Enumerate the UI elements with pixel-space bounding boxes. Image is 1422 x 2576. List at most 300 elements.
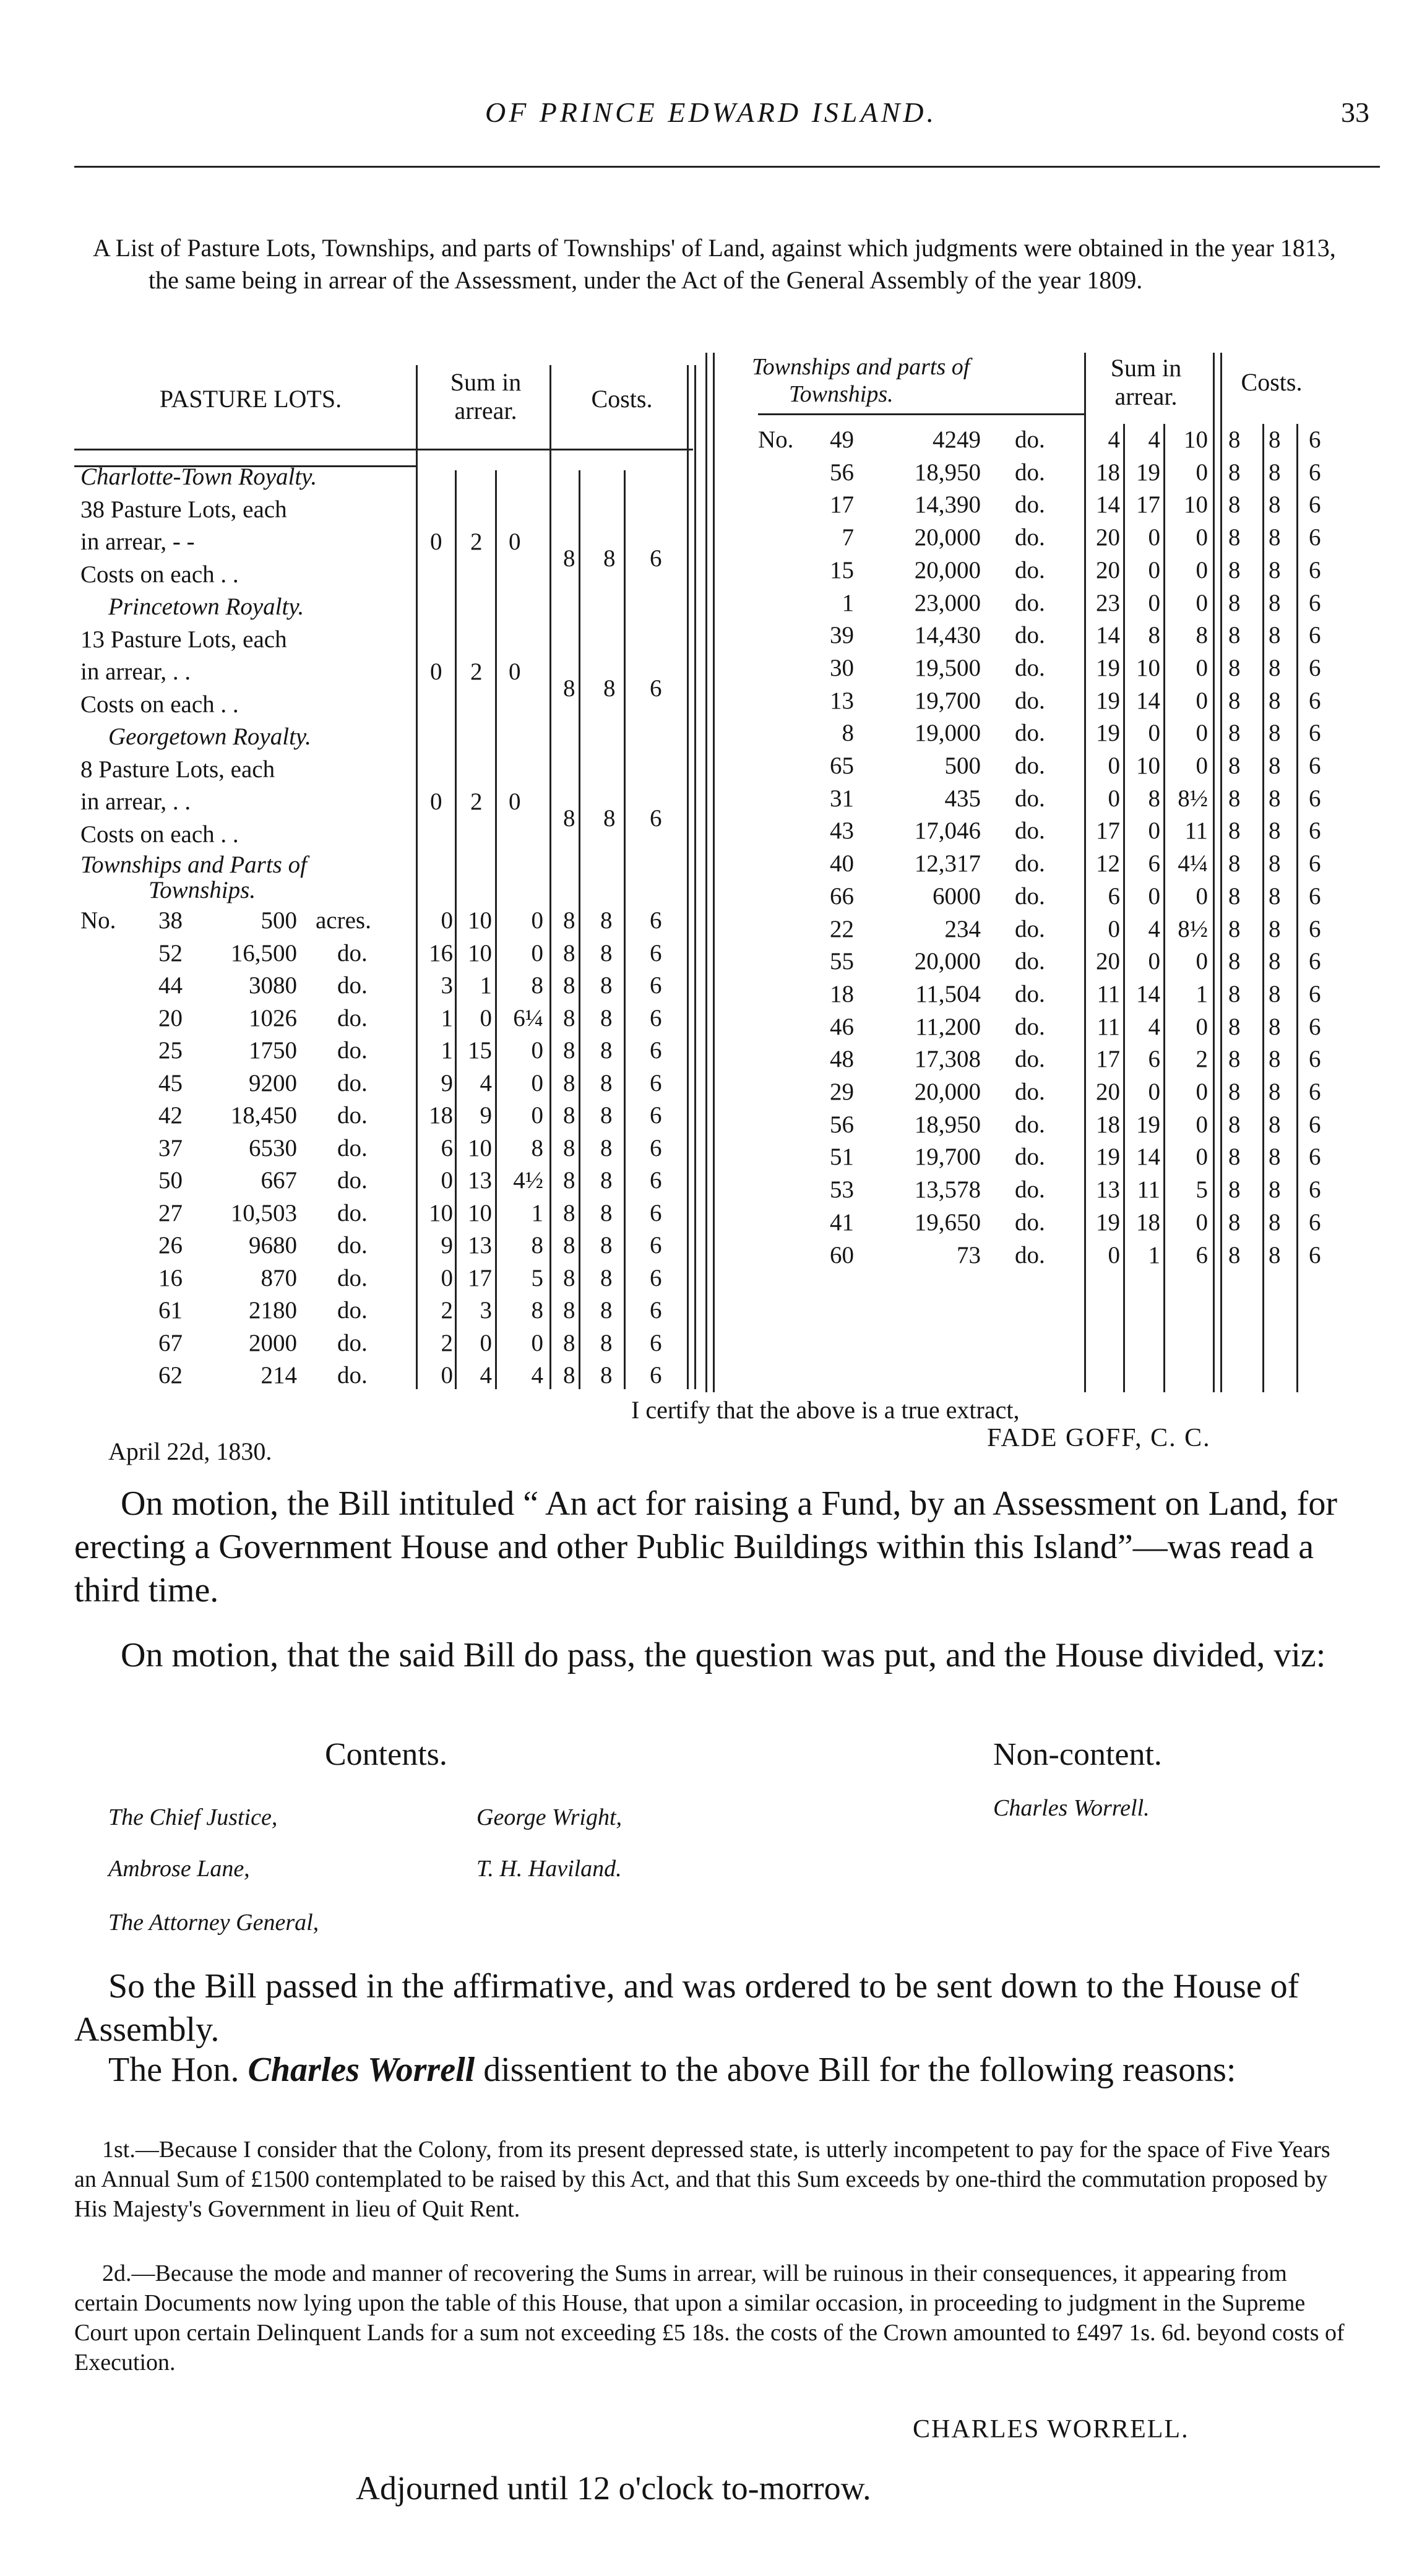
arrear-pounds: 0 [441,1362,453,1389]
arrear-pence: 0 [1196,687,1208,714]
right-col-rule [705,353,707,1392]
arrear-shillings: 0 [1148,720,1160,747]
costs-pounds: 8 [1228,622,1241,649]
pasture-lots-arrear-label: in arrear, - - [80,528,195,555]
acreage: 2000 [249,1329,297,1356]
costs-pounds: 8 [563,1004,575,1032]
costs-shillings: 8 [600,1199,613,1226]
arrear-shillings: 0 [480,1004,492,1032]
costs-shillings: 8 [600,1297,613,1324]
arrear-pounds: 1 [441,1004,453,1032]
royalty-heading: Georgetown Royalty. [108,723,311,750]
unit: do. [1015,426,1045,453]
costs-pence: 6 [1309,1013,1321,1040]
costs-pence: 6 [650,1069,662,1096]
dissentient-name: Charles Worrell [248,2051,475,2089]
arrear-shillings: 1 [480,972,492,999]
costs-pence: 6 [1309,1144,1321,1171]
unit: acres. [316,907,371,934]
costs-value: 6 [650,804,662,832]
costs-value: 8 [603,674,616,702]
arrear-value: 2 [470,788,483,815]
arrear-shillings: 14 [1136,687,1160,714]
unit: do. [337,1102,368,1129]
costs-pounds: 8 [1228,687,1241,714]
acreage: 18,950 [914,459,981,486]
dissent-paragraph [74,2048,1349,2091]
costs-pounds: 8 [563,1134,575,1161]
arrear-shillings: 18 [1136,1208,1160,1236]
voter-name: Ambrose Lane, [108,1856,250,1882]
acreage: 9680 [249,1232,297,1259]
costs-shillings: 8 [600,939,613,967]
costs-shillings: 8 [600,1102,613,1129]
acreage: 3080 [249,972,297,999]
costs-pounds: 8 [1228,524,1241,551]
arrear-shillings: 10 [468,1199,492,1226]
lot-number: 61 [158,1297,183,1324]
third-reading-text: On motion, the Bill intituled “ An act for raising a Fund, by an Assessment on Land, for erecting a Government House and other Public Buildings within this Island”—was read a third time. [74,1484,1337,1609]
acreage: 435 [944,785,981,812]
townships-heading: Townships and Parts of [80,851,307,878]
costs-pounds: 8 [1228,948,1241,975]
left-header-rule [74,449,693,450]
township-number: 60 [830,1241,854,1269]
unit: do. [1015,556,1045,584]
arrear-pounds: 6 [441,1134,453,1161]
royalty-heading: Princetown Royalty. [108,593,304,620]
arrear-shillings: 10 [468,1134,492,1161]
costs-pence: 6 [650,1232,662,1259]
arrear-pence: 8 [531,972,543,999]
arrear-pounds: 19 [1096,1144,1120,1171]
reason-second [74,2259,1349,2377]
township-number: 56 [830,1111,854,1138]
left-sum-header: Sum in arrear. [450,368,522,424]
unit: do. [337,1329,368,1356]
arrear-pence: 10 [1184,426,1208,453]
township-number: 48 [830,1046,854,1073]
costs-pence: 6 [650,1264,662,1291]
royalty-heading: Charlotte-Town Royalty. [80,463,317,490]
costs-value: 8 [603,804,616,832]
townships-heading: Townships. [149,876,256,903]
arrear-shillings: 4 [480,1069,492,1096]
costs-pence: 6 [1309,1176,1321,1204]
township-number: 56 [830,459,854,486]
arrear-shillings: 11 [1137,1176,1160,1204]
arrear-shillings: 0 [1148,817,1160,845]
costs-pounds: 8 [563,1297,575,1324]
costs-pounds: 8 [1228,459,1241,486]
costs-pence: 6 [1309,687,1321,714]
no-label: No. [80,907,116,934]
arrear-pounds: 0 [1108,785,1120,812]
dissent-signature: CHARLES WORRELL. [913,2415,1189,2444]
unit: do. [1015,654,1045,681]
arrear-pence: 0 [1196,654,1208,681]
voter-name: The Attorney General, [108,1910,319,1936]
right-costs-header: Costs. [1241,368,1303,396]
costs-pence: 6 [650,972,662,999]
unit: do. [1015,687,1045,714]
dissent-intro-post: dissentient to the above Bill for the following reasons: [475,2051,1236,2089]
noncontent-label: Non-content. [993,1737,1162,1772]
arrear-pounds: 17 [1096,817,1120,845]
costs-pence: 6 [1309,850,1321,877]
arrear-pence: 4¼ [1178,850,1208,877]
arrear-pounds: 4 [1108,426,1120,453]
arrear-value: 2 [470,658,483,685]
lot-number: 16 [158,1264,183,1291]
arrear-shillings: 6 [1148,850,1160,877]
arrear-pounds: 13 [1096,1176,1120,1204]
arrear-shillings: 17 [1136,491,1160,519]
acreage: 870 [261,1264,297,1291]
costs-pence: 6 [1309,622,1321,649]
unit: do. [1015,459,1045,486]
costs-pounds: 8 [1228,1046,1241,1073]
header-rule [74,166,1380,168]
arrear-shillings: 4 [1148,915,1160,942]
costs-pence: 6 [1309,589,1321,616]
voter-name: T. H. Haviland. [476,1856,622,1882]
unit: do. [337,1362,368,1389]
costs-pence: 6 [1309,720,1321,747]
intro-text: A List of Pasture Lots, Townships, and parts of Townships' of Land, against which judgments were obtained in the year 1813, the same being in arrear of the Assessment, under the Act of the General Assembly of the year 1809. [93,234,1336,294]
arrear-pounds: 10 [429,1199,453,1226]
arrear-pounds: 18 [1096,1111,1120,1138]
costs-pounds: 8 [563,1102,575,1129]
costs-pence: 6 [1309,752,1321,779]
arrear-pence: 8½ [1178,915,1208,942]
pasture-lots-count: 38 Pasture Lots, each [80,496,287,523]
acreage: 234 [944,915,981,942]
voter-name: The Chief Justice, [108,1804,278,1830]
costs-shillings: 8 [1269,1013,1281,1040]
costs-pence: 6 [650,1199,662,1226]
page-number: 33 [1341,97,1369,128]
unit: do. [1015,882,1045,910]
costs-shillings: 8 [1269,1144,1281,1171]
arrear-pence: 0 [1196,556,1208,584]
acreage: 500 [944,752,981,779]
costs-pence: 6 [1309,1111,1321,1138]
costs-pounds: 8 [1228,1079,1241,1105]
acreage: 1750 [249,1037,297,1064]
arrear-shillings: 0 [1148,1079,1160,1105]
arrear-shillings: 4 [1148,1013,1160,1040]
passage-paragraph [74,1965,1349,2051]
unit: do. [1015,980,1045,1007]
passage-text: So the Bill passed in the affirmative, and was ordered to be sent down to the House of Assembly. [74,1967,1299,2049]
arrear-pounds: 11 [1097,1013,1120,1040]
arrear-pounds: 18 [429,1102,453,1129]
acreage: 19,000 [914,720,981,747]
arrear-pence: 2 [1196,1046,1208,1073]
arrear-pounds: 0 [441,1167,453,1194]
township-number: 18 [830,980,854,1007]
acreage: 12,317 [914,850,981,877]
costs-pence: 6 [650,1037,662,1064]
costs-shillings: 8 [1269,622,1281,649]
acreage: 11,504 [915,980,981,1007]
costs-pence: 6 [650,1362,662,1389]
costs-pounds: 8 [1228,850,1241,877]
arrear-pounds: 11 [1097,980,1120,1007]
unit: do. [1015,1111,1045,1138]
costs-shillings: 8 [600,1069,613,1096]
costs-shillings: 8 [1269,1046,1281,1073]
township-number: 41 [830,1208,854,1236]
arrear-pence: 1 [531,1199,543,1226]
arrear-shillings: 17 [468,1264,492,1291]
arrear-pounds: 20 [1096,524,1120,551]
costs-pounds: 8 [1228,752,1241,779]
costs-shillings: 8 [1269,1241,1281,1269]
township-number: 1 [842,589,854,616]
arrear-pence: 0 [1196,752,1208,779]
costs-shillings: 8 [1269,589,1281,616]
arrear-pence: 0 [531,1329,543,1356]
left-costs-header: Costs. [591,385,653,413]
unit: do. [1015,817,1045,845]
arrear-pounds: 9 [441,1069,453,1096]
unit: do. [1015,850,1045,877]
right-col-rule [1220,353,1222,1392]
costs-pence: 6 [1309,654,1321,681]
township-number: 39 [830,622,854,649]
acreage: 6530 [249,1134,297,1161]
lot-number: 20 [158,1004,183,1032]
costs-pounds: 8 [1228,654,1241,681]
arrear-shillings: 4 [1148,426,1160,453]
costs-pence: 6 [650,939,662,967]
costs-shillings: 8 [1269,1208,1281,1236]
reason-first [74,2135,1349,2224]
acreage: 73 [957,1241,981,1269]
costs-pounds: 8 [563,1264,575,1291]
unit: do. [337,939,368,967]
costs-shillings: 8 [1269,1111,1281,1138]
arrear-shillings: 8 [1148,785,1160,812]
unit: do. [1015,1176,1045,1204]
arrear-pounds: 0 [441,1264,453,1291]
right-sub-rule [1296,424,1298,1392]
arrear-value: 0 [430,528,442,555]
arrear-shillings: 19 [1136,1111,1160,1138]
acreage: 19,700 [914,687,981,714]
division-text: On motion, that the said Bill do pass, the question was put, and the House divided, viz: [121,1636,1326,1674]
unit: do. [1015,1013,1045,1040]
unit: do. [1015,1046,1045,1073]
arrear-pounds: 0 [1108,1241,1120,1269]
unit: do. [1015,752,1045,779]
township-number: 7 [842,524,854,551]
arrear-pence: 0 [1196,882,1208,910]
costs-pounds: 8 [1228,1111,1241,1138]
township-number: 65 [830,752,854,779]
costs-pence: 6 [1309,948,1321,975]
unit: do. [1015,589,1045,616]
costs-pounds: 8 [1228,426,1241,453]
pasture-lots-count: 8 Pasture Lots, each [80,756,275,783]
costs-pence: 6 [650,1329,662,1356]
left-col-rule [549,365,551,1389]
costs-shillings: 8 [1269,1176,1281,1204]
certification: I certify that the above is a true extract, [631,1396,1020,1424]
certifying-clerk: FADE GOFF, C. C. [987,1424,1211,1452]
arrear-pence: 0 [1196,1208,1208,1236]
costs-pounds: 8 [563,1167,575,1194]
unit: do. [1015,785,1045,812]
township-number: 53 [830,1176,854,1204]
costs-shillings: 8 [1269,915,1281,942]
costs-pounds: 8 [1228,915,1241,942]
costs-pounds: 8 [1228,882,1241,910]
acreage: 11,200 [915,1013,981,1040]
right-townships-header-2: Townships. [789,381,894,407]
township-number: 8 [842,720,854,747]
costs-pence: 6 [1309,459,1321,486]
division-paragraph [74,1634,1349,1677]
arrear-shillings: 1 [1148,1241,1160,1269]
arrear-pence: 8 [531,1134,543,1161]
lot-number: 42 [158,1102,183,1129]
arrear-value: 2 [470,528,483,555]
arrear-shillings: 0 [480,1329,492,1356]
costs-pounds: 8 [563,1069,575,1096]
lot-number: 38 [158,907,183,934]
costs-value: 6 [650,545,662,572]
unit: do. [337,1199,368,1226]
costs-pounds: 8 [563,1037,575,1064]
arrear-pounds: 18 [1096,459,1120,486]
unit: do. [1015,524,1045,551]
costs-shillings: 8 [1269,491,1281,519]
costs-pounds: 8 [563,1199,575,1226]
costs-pence: 6 [650,1134,662,1161]
arrear-shillings: 13 [468,1232,492,1259]
lot-number: 62 [158,1362,183,1389]
costs-pence: 6 [1309,915,1321,942]
arrear-pence: 6 [1196,1241,1208,1269]
arrear-pounds: 0 [1108,752,1120,779]
costs-pence: 6 [1309,556,1321,584]
costs-pence: 6 [1309,817,1321,845]
right-sub-rule [1262,424,1264,1392]
township-number: 15 [830,556,854,584]
costs-shillings: 8 [600,1232,613,1259]
costs-shillings: 8 [1269,556,1281,584]
right-col-rule [1213,353,1215,1392]
township-number: 51 [830,1144,854,1171]
costs-pence: 6 [1309,1241,1321,1269]
costs-pounds: 8 [1228,1208,1241,1236]
arrear-shillings: 3 [480,1297,492,1324]
arrear-pounds: 14 [1096,622,1120,649]
acreage: 18,450 [230,1102,297,1129]
costs-pounds: 8 [1228,1144,1241,1171]
lot-number: 50 [158,1167,183,1194]
unit: do. [337,1037,368,1064]
arrear-pounds: 6 [1108,882,1120,910]
costs-shillings: 8 [600,907,613,934]
costs-pence: 6 [1309,1208,1321,1236]
unit: do. [337,1264,368,1291]
arrear-pence: 5 [1196,1176,1208,1204]
acreage: 19,650 [914,1208,981,1236]
costs-shillings: 8 [1269,1079,1281,1105]
costs-shillings: 8 [1269,459,1281,486]
township-number: 13 [830,687,854,714]
arrear-shillings: 6 [1148,1046,1160,1073]
costs-pounds: 8 [563,1329,575,1356]
township-number: 30 [830,654,854,681]
township-number: 43 [830,817,854,845]
pasture-lots-arrear-label: in arrear, . . [80,658,191,685]
costs-shillings: 8 [600,1037,613,1064]
arrear-pence: 0 [1196,459,1208,486]
costs-pounds: 8 [1228,589,1241,616]
costs-pence: 6 [1309,491,1321,519]
lot-number: 52 [158,939,183,967]
arrear-pounds: 3 [441,972,453,999]
arrear-pence: 0 [1196,720,1208,747]
costs-pounds: 8 [1228,785,1241,812]
costs-pounds: 8 [1228,556,1241,584]
arrear-pounds: 16 [429,939,453,967]
pasture-lots-arrear-label: in arrear, . . [80,788,191,815]
unit: do. [337,1232,368,1259]
costs-shillings: 8 [1269,654,1281,681]
arrear-pounds: 19 [1096,687,1120,714]
costs-pounds: 8 [1228,1176,1241,1204]
acreage: 20,000 [914,524,981,551]
township-number: 17 [830,491,854,519]
costs-pence: 6 [650,1102,662,1129]
acreage: 19,700 [914,1144,981,1171]
arrear-shillings: 0 [1148,882,1160,910]
costs-pence: 6 [1309,785,1321,812]
costs-pence: 6 [650,1297,662,1324]
arrear-pounds: 0 [441,907,453,934]
arrear-shillings: 8 [1148,622,1160,649]
arrear-shillings: 14 [1136,1144,1160,1171]
unit: do. [337,1297,368,1324]
costs-shillings: 8 [1269,426,1281,453]
arrear-pence: 8½ [1178,785,1208,812]
acreage: 23,000 [914,589,981,616]
lot-number: 26 [158,1232,183,1259]
arrear-shillings: 13 [468,1167,492,1194]
costs-shillings: 8 [1269,720,1281,747]
costs-pence: 6 [650,1167,662,1194]
costs-pence: 6 [650,907,662,934]
pasture-lots-header: PASTURE LOTS. [159,385,342,413]
costs-pounds: 8 [1228,980,1241,1007]
costs-shillings: 8 [1269,980,1281,1007]
costs-pence: 6 [650,1004,662,1032]
arrear-pence: 4½ [513,1167,543,1194]
costs-shillings: 8 [1269,524,1281,551]
unit: do. [337,1004,368,1032]
arrear-pounds: 20 [1096,948,1120,975]
costs-pounds: 8 [1228,491,1241,519]
reason-first-text: 1st.—Because I consider that the Colony, from its present depressed state, is utterly incompetent to pay for the space of Five Years an Annual Sum of £1500 contemplated to be raised by this Act, and that this Sum exceeds by one-third the commutation proposed by His Majesty's Government in lieu of Quit Rent. [74,2137,1330,2222]
arrear-shillings: 0 [1148,524,1160,551]
arrear-pounds: 1 [441,1037,453,1064]
